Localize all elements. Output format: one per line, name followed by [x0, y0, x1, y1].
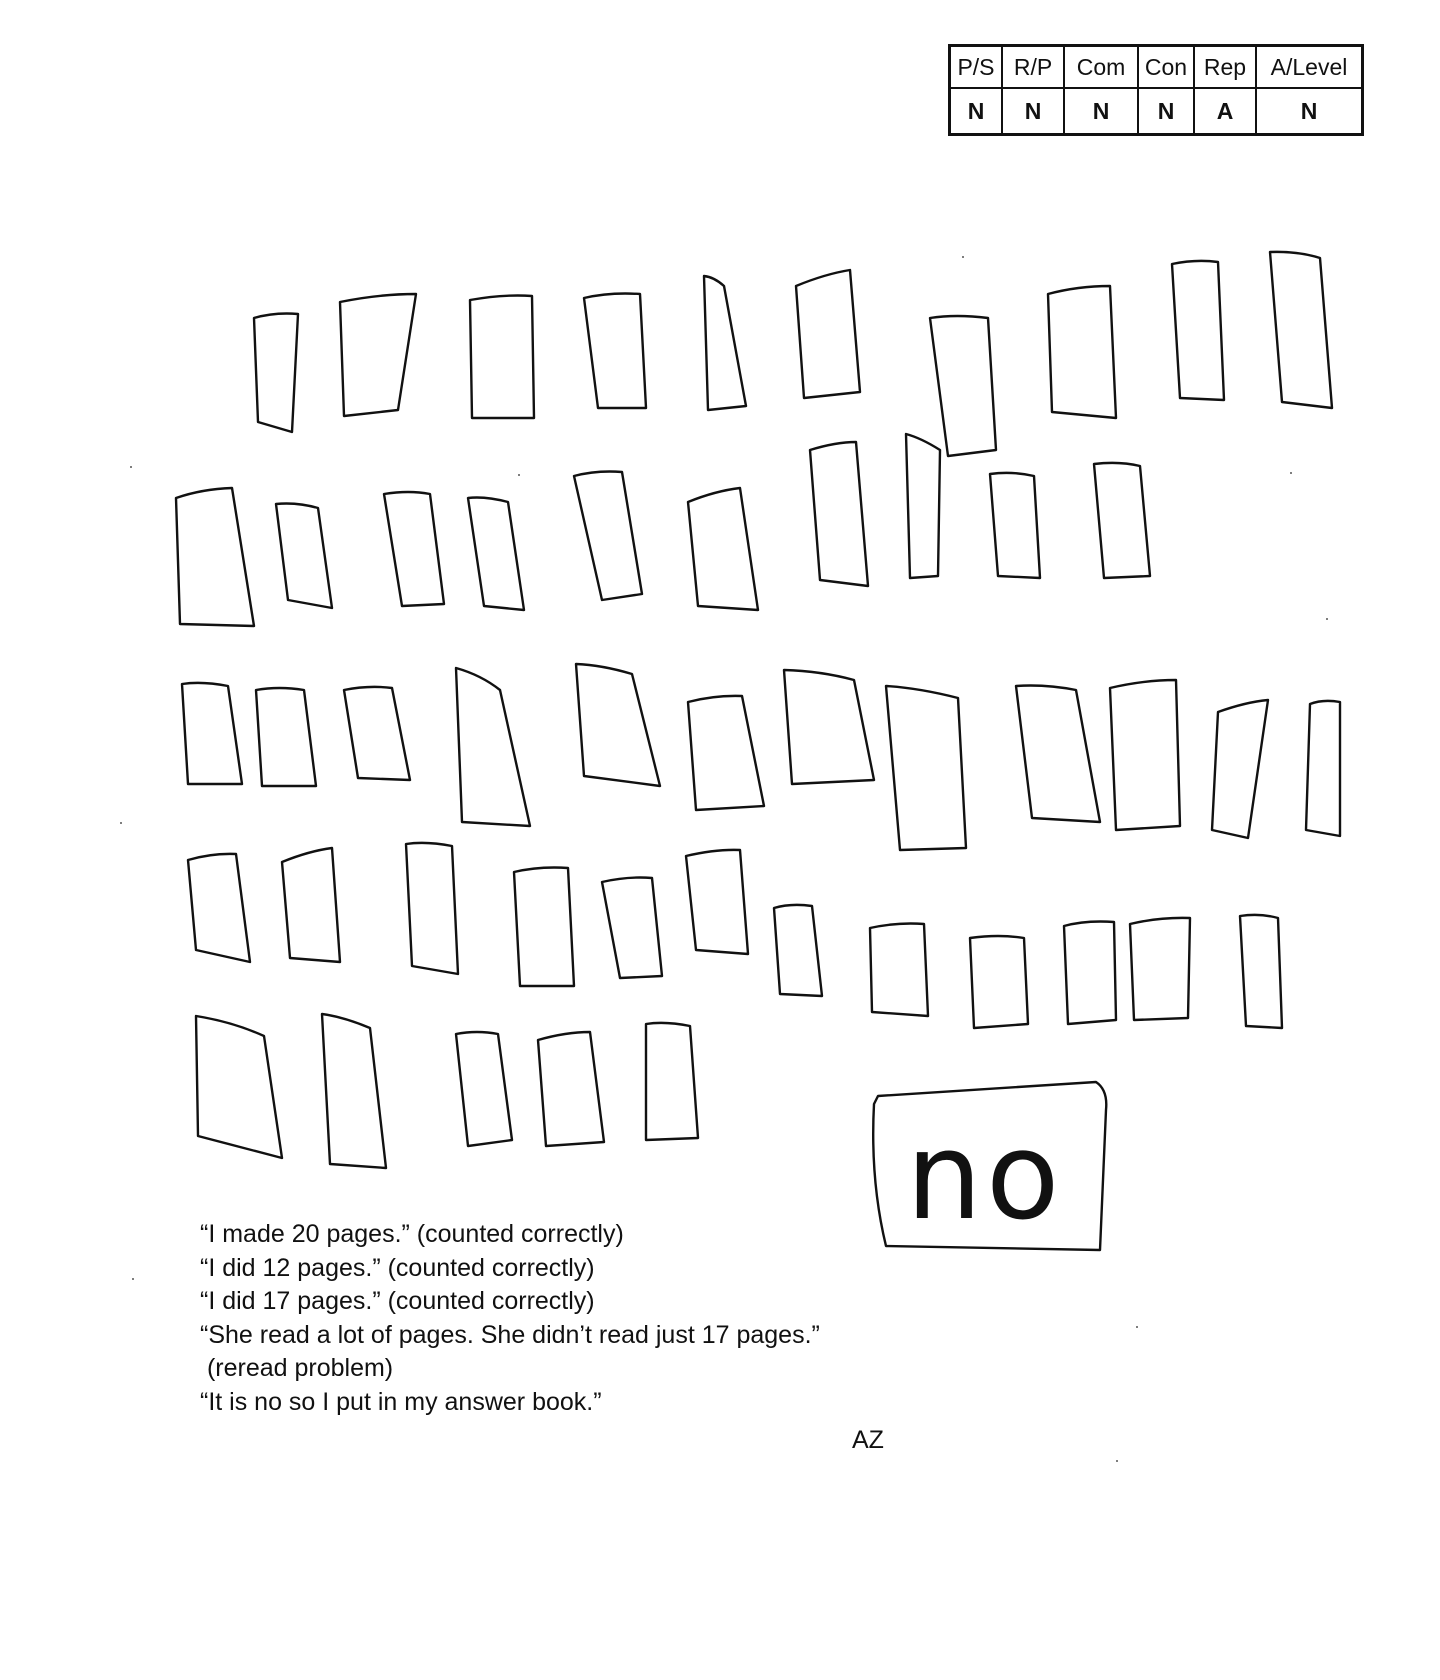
score-header-con: Con [1138, 46, 1194, 89]
page-rectangle-46 [322, 1014, 386, 1168]
page-rectangle-22 [256, 688, 316, 786]
teacher-notes [200, 1218, 960, 1419]
speck [1136, 1326, 1138, 1328]
speck [132, 1278, 134, 1280]
page-rectangle-39 [774, 905, 822, 996]
page-rectangle-45 [196, 1016, 282, 1158]
note-line-5: (reread problem) [200, 1354, 394, 1382]
page-rectangle-5 [704, 276, 746, 410]
page-rectangle-10 [1270, 252, 1332, 408]
page-rectangle-30 [1110, 680, 1180, 830]
score-header-com: Com [1064, 46, 1138, 89]
page-rectangle-15 [574, 472, 642, 601]
page-rectangle-47 [456, 1032, 512, 1146]
page-rectangle-49 [646, 1023, 698, 1140]
page-rectangle-37 [602, 878, 662, 979]
page-rectangle-21 [182, 683, 242, 784]
page-rectangle-12 [276, 504, 332, 609]
speck [962, 256, 964, 258]
page-rectangle-40 [870, 924, 928, 1017]
page-rectangle-13 [384, 492, 444, 606]
speck [518, 474, 520, 476]
page-rectangle-24 [456, 668, 530, 826]
page-rectangle-25 [576, 664, 660, 786]
score-value-rep: A [1194, 88, 1256, 135]
boxed-answer-word: no [906, 1108, 1064, 1247]
page-rectangle-6 [796, 270, 860, 398]
page-rectangle-28 [886, 686, 966, 850]
page-rectangle-19 [990, 473, 1040, 578]
note-line-6: “It is no so I put in my answer book.” [200, 1387, 602, 1416]
page-rectangle-1 [254, 314, 298, 433]
page-rectangle-11 [176, 488, 254, 626]
speck [1116, 1460, 1118, 1462]
score-header-rp: R/P [1002, 46, 1064, 89]
student-initials: AZ [852, 1426, 884, 1454]
score-value-con: N [1138, 88, 1194, 135]
page-rectangle-3 [470, 296, 534, 419]
note-line-1: “I made 20 pages.” (counted correctly) [200, 1220, 624, 1248]
page-rectangles [176, 252, 1340, 1168]
page-rectangle-44 [1240, 915, 1282, 1028]
speck [1290, 472, 1292, 474]
page-rectangle-42 [1064, 922, 1116, 1025]
score-header-ps: P/S [950, 46, 1003, 89]
page-rectangle-36 [514, 868, 574, 987]
page-rectangle-35 [406, 843, 458, 974]
page-rectangle-18 [906, 434, 940, 578]
page-rectangle-4 [584, 294, 646, 409]
note-line-4: “She read a lot of pages. She didn’t read just 17 pages.” [200, 1320, 820, 1349]
page-rectangle-26 [688, 696, 764, 810]
page-rectangle-27 [784, 670, 874, 784]
score-value-ps: N [950, 88, 1003, 135]
score-header-alevel: A/Level [1256, 46, 1363, 89]
score-header-rep: Rep [1194, 46, 1256, 89]
page-rectangle-41 [970, 936, 1028, 1028]
page-rectangle-23 [344, 687, 410, 780]
page-rectangle-9 [1172, 261, 1224, 400]
page-rectangle-20 [1094, 463, 1150, 578]
page-rectangle-38 [686, 850, 748, 954]
page-rectangle-32 [1306, 701, 1340, 836]
note-line-3: “I did 17 pages.” (counted correctly) [200, 1287, 595, 1315]
page-rectangle-14 [468, 498, 524, 611]
speck [120, 822, 122, 824]
page-rectangle-7 [930, 316, 996, 456]
note-line-2: “I did 12 pages.” (counted correctly) [200, 1253, 595, 1282]
score-value-rp: N [1002, 88, 1064, 135]
page-rectangle-29 [1016, 686, 1100, 823]
page-rectangle-16 [688, 488, 758, 610]
score-value-alevel: N [1256, 88, 1363, 135]
page-rectangle-31 [1212, 700, 1268, 838]
page-rectangle-34 [282, 848, 340, 962]
page-rectangle-48 [538, 1032, 604, 1146]
page-rectangle-2 [340, 294, 416, 416]
page-rectangle-33 [188, 854, 250, 962]
page-rectangle-17 [810, 442, 868, 586]
speck [130, 466, 132, 468]
speck [1326, 618, 1328, 620]
page-rectangle-43 [1130, 918, 1190, 1020]
page-rectangle-8 [1048, 286, 1116, 418]
score-value-com: N [1064, 88, 1138, 135]
